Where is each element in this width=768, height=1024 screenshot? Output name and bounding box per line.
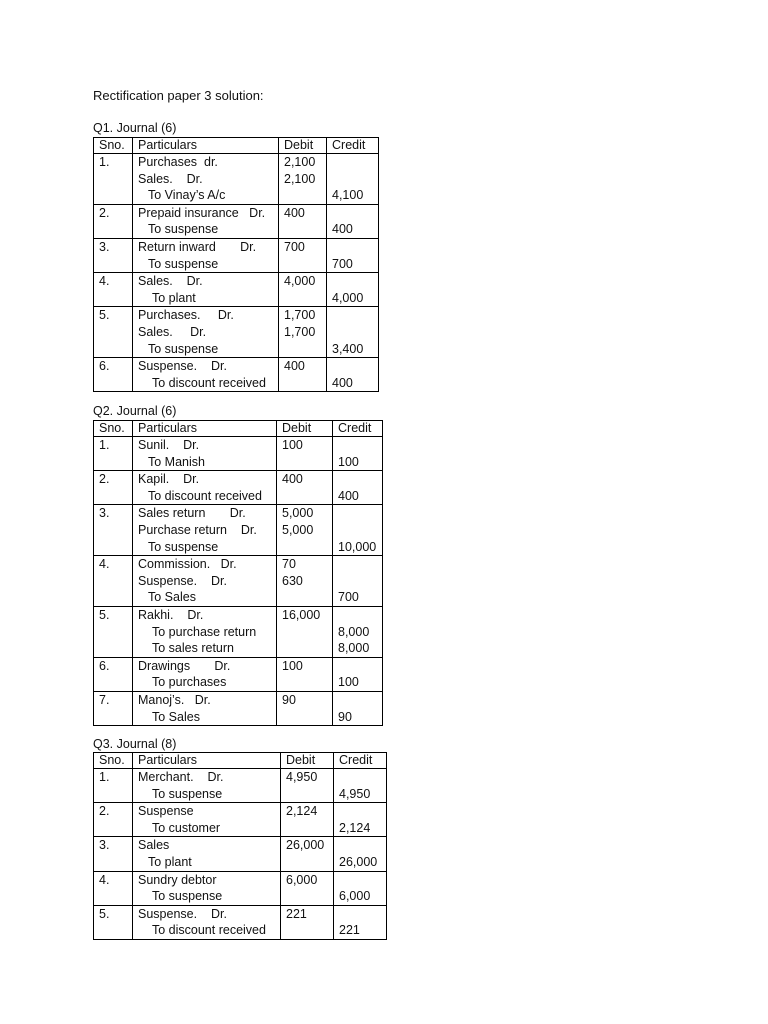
particular-line: Sundry debtor: [138, 872, 217, 887]
debit-amount: [284, 256, 326, 273]
entry-particulars: [133, 273, 279, 307]
entry-number: 1.: [94, 769, 133, 803]
credit-amount: 700: [338, 590, 359, 605]
particular-line: Sales. Dr.: [138, 274, 203, 289]
column-header-credit: Credit: [327, 138, 379, 154]
column-header-credit: Credit: [334, 753, 387, 769]
table-row: [94, 556, 383, 607]
particular-line: Purchases dr.: [138, 155, 218, 169]
particular-line: Return inward Dr.: [138, 239, 257, 254]
table-row: [94, 606, 383, 657]
credit-amount: [332, 307, 378, 324]
column-header-particulars: Particulars: [133, 421, 277, 437]
debit-amount: [284, 375, 326, 392]
table-row: [94, 307, 379, 358]
debit-amount: 400: [282, 472, 303, 487]
entry-number: 3.: [94, 505, 133, 556]
entry-debit: [277, 437, 333, 471]
entry-number: 5.: [94, 307, 133, 358]
credit-amount: [332, 154, 378, 171]
credit-amount: [332, 171, 378, 188]
credit-amount: [338, 437, 382, 454]
column-header-particulars: Particulars: [133, 138, 279, 154]
credit-amount: [338, 607, 382, 624]
particular-line: To plant: [148, 854, 192, 869]
particular-line: Suspense. Dr.: [138, 906, 227, 921]
entry-debit: [281, 837, 334, 871]
credit-amount: 2,124: [339, 820, 371, 835]
debit-amount: 400: [284, 359, 305, 374]
entry-credit: [333, 505, 383, 556]
table-row: [94, 273, 379, 307]
particular-line: To plant: [152, 290, 196, 305]
debit-amount: 100: [282, 658, 303, 673]
credit-amount: [338, 522, 382, 539]
debit-amount: [282, 454, 332, 471]
debit-amount: 221: [286, 906, 307, 921]
entry-number: 1.: [94, 154, 133, 205]
credit-amount: [332, 205, 378, 222]
table-row: [94, 505, 383, 556]
debit-amount: 2,100: [284, 155, 316, 169]
particular-line: Suspense: [138, 804, 194, 819]
journal-table: [93, 420, 383, 726]
entry-credit: [333, 471, 383, 505]
credit-amount: 26,000: [339, 854, 378, 869]
entry-credit: [333, 606, 383, 657]
debit-amount: [286, 922, 333, 939]
entry-number: 7.: [94, 691, 133, 725]
debit-amount: 70: [282, 557, 296, 572]
table-row: [94, 154, 379, 205]
column-header-sno: Sno.: [94, 138, 133, 154]
particular-line: To suspense: [148, 341, 219, 356]
credit-amount: [339, 769, 386, 786]
entry-credit: [333, 556, 383, 607]
entry-number: 6.: [94, 358, 133, 392]
entry-particulars: [133, 657, 277, 691]
particular-line: To customer: [152, 820, 221, 835]
particular-line: Purchase return Dr.: [138, 522, 257, 537]
entry-particulars: [133, 556, 277, 607]
debit-amount: 6,000: [286, 872, 318, 887]
table-row: [94, 204, 379, 238]
particular-line: Sunil. Dr.: [138, 438, 200, 452]
debit-amount: 630: [282, 573, 303, 588]
credit-amount: 400: [332, 375, 353, 390]
debit-amount: [284, 290, 326, 307]
particular-line: Kapil. Dr.: [138, 472, 200, 487]
debit-amount: 1,700: [284, 308, 316, 323]
debit-amount: [284, 187, 326, 204]
entry-particulars: [133, 204, 279, 238]
table-header-row: [94, 421, 383, 437]
entry-debit: [279, 238, 327, 272]
debit-amount: [284, 221, 326, 238]
table-row: [94, 238, 379, 272]
table-row: [94, 905, 387, 939]
debit-amount: 2,124: [286, 804, 318, 819]
debit-amount: [286, 786, 333, 803]
entry-debit: [277, 556, 333, 607]
debit-amount: 1,700: [284, 324, 316, 339]
credit-amount: [338, 556, 382, 573]
column-header-sno: Sno.: [94, 753, 133, 769]
credit-amount: 700: [332, 256, 353, 271]
credit-amount: 8,000: [338, 624, 370, 639]
credit-amount: 221: [339, 923, 360, 938]
particular-line: To discount received: [152, 375, 266, 390]
table-header-row: [94, 138, 379, 154]
particular-line: Rakhi. Dr.: [138, 607, 204, 622]
debit-amount: [282, 589, 332, 606]
debit-amount: 100: [282, 438, 303, 452]
particular-line: Suspense. Dr.: [138, 359, 227, 374]
debit-amount: [282, 488, 332, 505]
journal-heading: Q2. Journal (6): [93, 404, 177, 418]
journal-table: [93, 137, 379, 392]
particular-line: To suspense: [148, 222, 219, 237]
particular-line: To sales return: [152, 641, 234, 656]
particular-line: Sales: [138, 838, 170, 853]
particular-line: Suspense. Dr.: [138, 573, 227, 588]
debit-amount: [286, 888, 333, 905]
journal-heading: Q3. Journal (8): [93, 737, 177, 751]
debit-amount: 4,000: [284, 274, 316, 289]
entry-particulars: [133, 154, 279, 205]
entry-particulars: [133, 471, 277, 505]
particular-line: Sales. Dr.: [138, 324, 207, 339]
entry-particulars: [133, 837, 281, 871]
credit-amount: 400: [332, 222, 353, 237]
entry-particulars: [133, 769, 281, 803]
credit-amount: [338, 573, 382, 590]
entry-particulars: [133, 691, 277, 725]
table-row: [94, 871, 387, 905]
debit-amount: 5,000: [282, 522, 314, 537]
entry-number: 2.: [94, 471, 133, 505]
entry-particulars: [133, 803, 281, 837]
credit-amount: 4,100: [332, 188, 364, 203]
column-header-particulars: Particulars: [133, 753, 281, 769]
entry-credit: [334, 905, 387, 939]
entry-credit: [333, 437, 383, 471]
debit-amount: [284, 341, 326, 358]
entry-credit: [327, 273, 379, 307]
table-row: [94, 657, 383, 691]
particular-line: Merchant. Dr.: [138, 770, 224, 784]
particular-line: To Vinay’s A/c: [148, 188, 226, 203]
debit-amount: [282, 640, 332, 657]
entry-debit: [279, 204, 327, 238]
entry-debit: [279, 358, 327, 392]
particular-line: Purchases. Dr.: [138, 308, 234, 323]
table-row: [94, 769, 387, 803]
table-row: [94, 803, 387, 837]
document-title: Rectification paper 3 solution:: [93, 88, 264, 103]
column-header-debit: Debit: [277, 421, 333, 437]
entry-debit: [279, 273, 327, 307]
entry-number: 2.: [94, 803, 133, 837]
entry-number: 4.: [94, 871, 133, 905]
credit-amount: 10,000: [338, 539, 377, 554]
entry-debit: [281, 769, 334, 803]
credit-amount: 3,400: [332, 341, 364, 356]
debit-amount: 700: [284, 239, 305, 254]
debit-amount: 90: [282, 692, 296, 707]
debit-amount: [282, 624, 332, 641]
particular-line: To purchase return: [152, 624, 257, 639]
entry-credit: [334, 837, 387, 871]
particular-line: To suspense: [148, 256, 219, 271]
debit-amount: 400: [284, 205, 305, 220]
particular-line: To Sales: [148, 590, 196, 605]
journal-table: [93, 752, 387, 940]
column-header-sno: Sno.: [94, 421, 133, 437]
entry-debit: [277, 606, 333, 657]
credit-amount: 4,950: [339, 786, 371, 801]
entry-particulars: [133, 358, 279, 392]
table-row: [94, 358, 379, 392]
entry-credit: [327, 307, 379, 358]
journal-heading: Q1. Journal (6): [93, 121, 177, 135]
particular-line: To suspense: [148, 539, 219, 554]
credit-amount: [339, 837, 386, 854]
entry-credit: [327, 238, 379, 272]
entry-credit: [327, 154, 379, 205]
entry-number: 1.: [94, 437, 133, 471]
table-row: [94, 471, 383, 505]
particular-line: To discount received: [152, 923, 266, 938]
credit-amount: [338, 692, 382, 709]
debit-amount: 4,950: [286, 770, 318, 784]
credit-amount: [339, 906, 386, 923]
credit-amount: [338, 505, 382, 522]
entry-credit: [333, 657, 383, 691]
particular-line: Drawings Dr.: [138, 658, 231, 673]
table-row: [94, 837, 387, 871]
entry-number: 3.: [94, 837, 133, 871]
entry-credit: [334, 803, 387, 837]
particular-line: To purchases: [152, 675, 227, 690]
entry-credit: [333, 691, 383, 725]
credit-amount: 100: [338, 675, 359, 690]
debit-amount: 26,000: [286, 838, 325, 853]
entry-particulars: [133, 505, 277, 556]
column-header-credit: Credit: [333, 421, 383, 437]
credit-amount: [339, 872, 386, 889]
credit-amount: 400: [338, 488, 359, 503]
entry-debit: [279, 307, 327, 358]
credit-amount: 8,000: [338, 641, 370, 656]
credit-amount: [332, 358, 378, 375]
entry-credit: [334, 769, 387, 803]
entry-number: 6.: [94, 657, 133, 691]
credit-amount: [339, 803, 386, 820]
credit-amount: 6,000: [339, 889, 371, 904]
credit-amount: 90: [338, 709, 352, 724]
entry-number: 5.: [94, 606, 133, 657]
particular-line: To discount received: [148, 488, 262, 503]
particular-line: Manoj’s. Dr.: [138, 692, 211, 707]
debit-amount: 16,000: [282, 607, 321, 622]
entry-debit: [277, 657, 333, 691]
credit-amount: [332, 239, 378, 256]
credit-amount: [338, 471, 382, 488]
entry-credit: [334, 871, 387, 905]
column-header-debit: Debit: [281, 753, 334, 769]
debit-amount: 2,100: [284, 171, 316, 186]
particular-line: Sales return Dr.: [138, 506, 246, 521]
debit-amount: [286, 820, 333, 837]
entry-number: 4.: [94, 273, 133, 307]
entry-debit: [281, 905, 334, 939]
debit-amount: 5,000: [282, 506, 314, 521]
entry-debit: [277, 691, 333, 725]
column-header-debit: Debit: [279, 138, 327, 154]
table-row: [94, 691, 383, 725]
entry-number: 3.: [94, 238, 133, 272]
entry-particulars: [133, 871, 281, 905]
particular-line: Sales. Dr.: [138, 171, 203, 186]
debit-amount: [282, 674, 332, 691]
debit-amount: [282, 709, 332, 726]
debit-amount: [286, 854, 333, 871]
particular-line: Commission. Dr.: [138, 557, 237, 572]
table-row: [94, 437, 383, 471]
entry-number: 5.: [94, 905, 133, 939]
entry-particulars: [133, 238, 279, 272]
particular-line: To Manish: [148, 454, 205, 469]
entry-particulars: [133, 905, 281, 939]
entry-credit: [327, 204, 379, 238]
particular-line: To Sales: [152, 709, 200, 724]
credit-amount: [338, 658, 382, 675]
entry-debit: [277, 471, 333, 505]
particular-line: To suspense: [152, 889, 223, 904]
particular-line: To suspense: [152, 786, 223, 801]
credit-amount: 4,000: [332, 290, 364, 305]
credit-amount: [332, 273, 378, 290]
particular-line: Prepaid insurance Dr.: [138, 205, 266, 220]
entry-debit: [281, 803, 334, 837]
credit-amount: 100: [338, 454, 359, 469]
entry-credit: [327, 358, 379, 392]
entry-particulars: [133, 437, 277, 471]
entry-number: 4.: [94, 556, 133, 607]
entry-debit: [279, 154, 327, 205]
entry-debit: [281, 871, 334, 905]
entry-number: 2.: [94, 204, 133, 238]
entry-particulars: [133, 307, 279, 358]
table-header-row: [94, 753, 387, 769]
debit-amount: [282, 539, 332, 556]
entry-particulars: [133, 606, 277, 657]
entry-debit: [277, 505, 333, 556]
credit-amount: [332, 324, 378, 341]
